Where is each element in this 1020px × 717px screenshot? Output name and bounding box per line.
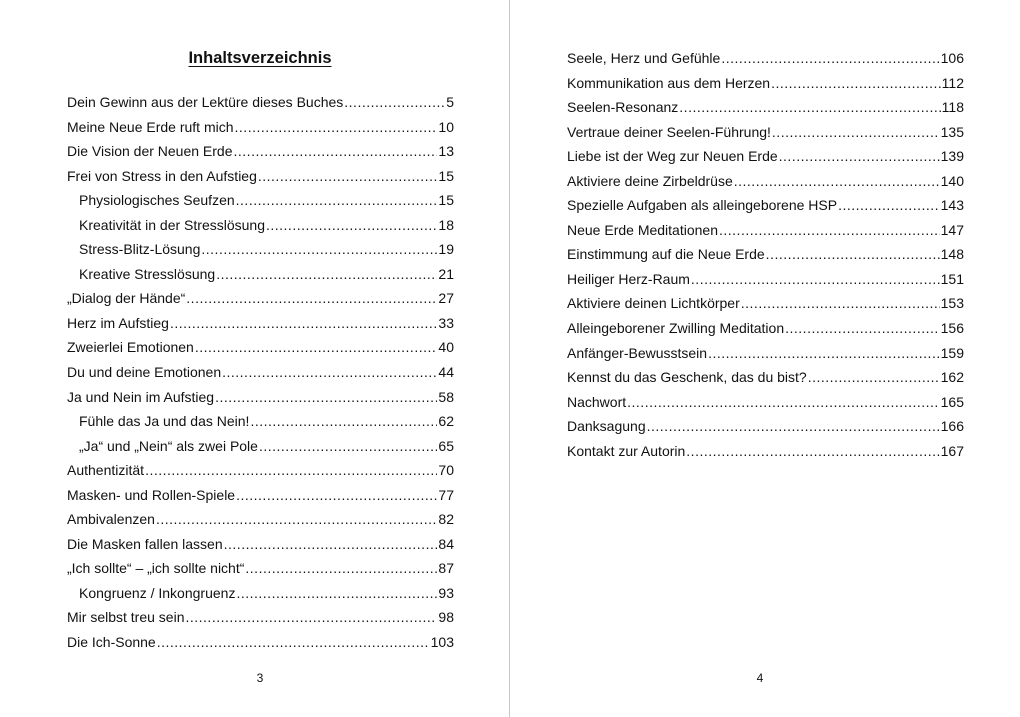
toc-entry[interactable] <box>567 95 964 120</box>
toc-leader-dots <box>734 169 940 194</box>
toc-entry-label: Spezielle Aufgaben als alleingeborene HSP <box>567 197 838 214</box>
toc-entry-label: Ambivalenzen <box>67 511 155 528</box>
toc-entry[interactable] <box>567 291 964 316</box>
toc-entry[interactable] <box>567 193 964 218</box>
toc-entry[interactable] <box>567 439 964 464</box>
toc-leader-dots <box>808 365 940 390</box>
toc-entry[interactable] <box>67 115 454 140</box>
toc-entry-page: 40 <box>438 339 454 356</box>
toc-leader-dots <box>627 390 940 415</box>
toc-entry-label: Liebe ist der Weg zur Neuen Erde <box>567 148 778 165</box>
toc-entry-label: Anfänger-Bewusstsein <box>567 344 708 361</box>
toc-entry-label: Alleingeborener Zwilling Meditation <box>567 320 785 337</box>
toc-entry-label: „Ich sollte“ – „ich sollte nicht“ <box>67 560 245 577</box>
toc-leader-dots <box>157 630 430 655</box>
toc-leader-dots <box>236 188 438 213</box>
toc-subentry[interactable] <box>67 581 454 606</box>
toc-entry-page: 156 <box>940 320 964 337</box>
toc-entry-page: 58 <box>438 388 454 405</box>
toc-entry[interactable] <box>67 311 454 336</box>
toc-entry-label: Vertraue deiner Seelen-Führung! <box>567 123 771 140</box>
toc-entry-page: 87 <box>438 560 454 577</box>
toc-leader-dots <box>222 360 437 385</box>
toc-entry-page: 15 <box>438 192 454 209</box>
toc-subentry[interactable] <box>67 262 454 287</box>
toc-entry-page: 147 <box>940 221 964 238</box>
toc-entry-page: 159 <box>940 344 964 361</box>
toc-leader-dots <box>266 213 437 238</box>
toc-entry-page: 10 <box>438 118 454 135</box>
toc-entry-label: Nachwort <box>567 393 627 410</box>
toc-list-left <box>67 90 454 655</box>
toc-entry-page: 18 <box>438 216 454 233</box>
toc-entry-label: „Ja“ und „Nein“ als zwei Pole <box>79 437 258 454</box>
toc-entry[interactable] <box>567 218 964 243</box>
toc-entry-page: 13 <box>438 143 454 160</box>
right-page <box>510 0 1020 717</box>
toc-entry[interactable] <box>67 385 454 410</box>
toc-entry-label: Die Vision der Neuen Erde <box>67 143 233 160</box>
toc-entry-label: Kreative Stresslösung <box>79 265 216 282</box>
toc-entry-label: Heiliger Herz-Raum <box>567 270 690 287</box>
toc-leader-dots <box>258 164 438 189</box>
toc-leader-dots <box>766 242 940 267</box>
toc-entry-label: Stress-Blitz-Lösung <box>79 241 201 258</box>
toc-entry-label: Fühle das Ja und das Nein! <box>79 413 250 430</box>
toc-entry-label: Seele, Herz und Gefühle <box>567 50 721 66</box>
toc-entry[interactable] <box>567 365 964 390</box>
toc-entry-page: 140 <box>940 172 964 189</box>
toc-entry-label: Zweierlei Emotionen <box>67 339 194 356</box>
toc-list-right <box>567 46 964 463</box>
toc-entry-page: 106 <box>940 50 964 66</box>
toc-entry-label: Kennst du das Geschenk, das du bist? <box>567 369 807 386</box>
toc-leader-dots <box>250 409 437 434</box>
toc-entry-page: 162 <box>940 369 964 386</box>
toc-entry-label: Herz im Aufstieg <box>67 314 169 331</box>
toc-entry-page: 65 <box>438 437 454 454</box>
toc-entry[interactable] <box>67 139 454 164</box>
toc-entry[interactable] <box>67 556 454 581</box>
toc-subentry[interactable] <box>67 434 454 459</box>
toc-leader-dots <box>344 90 445 115</box>
toc-entry[interactable] <box>567 242 964 267</box>
toc-entry-page: 167 <box>940 442 964 459</box>
toc-leader-dots <box>215 385 437 410</box>
toc-leader-dots <box>170 311 437 336</box>
toc-leader-dots <box>771 71 941 96</box>
toc-entry[interactable] <box>567 341 964 366</box>
toc-entry-page: 151 <box>940 270 964 287</box>
toc-entry-page: 27 <box>438 290 454 307</box>
toc-entry-page: 21 <box>438 265 454 282</box>
toc-entry-label: „Dialog der Hände“ <box>67 290 186 307</box>
toc-leader-dots <box>224 532 438 557</box>
toc-entry-label: Kongruenz / Inkongruenz <box>79 584 236 601</box>
toc-leader-dots <box>721 46 939 71</box>
toc-entry-label: Masken- und Rollen-Spiele <box>67 486 236 503</box>
toc-leader-dots <box>236 483 437 508</box>
toc-entry[interactable] <box>567 414 964 439</box>
toc-leader-dots <box>838 193 940 218</box>
toc-entry-page: 15 <box>438 167 454 184</box>
toc-entry-page: 33 <box>438 314 454 331</box>
toc-entry[interactable] <box>67 483 454 508</box>
toc-entry-label: Die Ich-Sonne <box>67 634 156 651</box>
toc-leader-dots <box>708 341 940 366</box>
toc-leader-dots <box>719 218 940 243</box>
toc-entry[interactable] <box>567 120 964 145</box>
toc-entry-page: 112 <box>941 74 964 91</box>
toc-entry-label: Neue Erde Meditationen <box>567 221 718 238</box>
toc-entry-page: 139 <box>940 148 964 165</box>
toc-entry-page: 153 <box>940 295 964 312</box>
toc-entry[interactable] <box>567 144 964 169</box>
toc-entry-page: 165 <box>940 393 964 410</box>
toc-entry-page: 70 <box>438 462 454 479</box>
toc-leader-dots <box>216 262 437 287</box>
toc-entry[interactable] <box>67 164 454 189</box>
toc-entry[interactable] <box>67 630 454 655</box>
toc-subentry[interactable] <box>67 188 454 213</box>
toc-entry[interactable] <box>567 390 964 415</box>
toc-leader-dots <box>741 291 940 316</box>
toc-entry-page: 135 <box>940 123 964 140</box>
toc-leader-dots <box>145 458 437 483</box>
toc-leader-dots <box>691 267 940 292</box>
toc-entry[interactable] <box>67 507 454 532</box>
toc-leader-dots <box>647 414 940 439</box>
toc-entry-page: 77 <box>438 486 454 503</box>
toc-entry-page: 103 <box>430 634 454 651</box>
toc-subentry[interactable] <box>67 409 454 434</box>
toc-leader-dots <box>235 115 438 140</box>
toc-entry-label: Seelen-Resonanz <box>567 99 679 116</box>
toc-entry-page: 118 <box>941 99 964 116</box>
toc-entry[interactable] <box>567 267 964 292</box>
toc-entry-page: 5 <box>446 94 454 110</box>
toc-entry-label: Dein Gewinn aus der Lektüre dieses Buches <box>67 94 344 110</box>
toc-entry-page: 44 <box>438 364 454 381</box>
toc-entry-label: Danksagung <box>567 418 646 435</box>
toc-entry-label: Mir selbst treu sein <box>67 609 185 626</box>
toc-leader-dots <box>201 237 437 262</box>
toc-leader-dots <box>195 335 438 360</box>
toc-entry-page: 166 <box>940 418 964 435</box>
toc-entry-page: 84 <box>438 535 454 552</box>
toc-leader-dots <box>236 581 437 606</box>
toc-entry-label: Physiologisches Seufzen <box>79 192 235 209</box>
toc-leader-dots <box>679 95 940 120</box>
toc-entry-page: 62 <box>438 413 454 430</box>
toc-leader-dots <box>772 120 940 145</box>
toc-entry-label: Kontakt zur Autorin <box>567 442 686 459</box>
toc-leader-dots <box>259 434 437 459</box>
toc-entry-page: 19 <box>438 241 454 258</box>
toc-entry-page: 148 <box>940 246 964 263</box>
toc-subentry[interactable] <box>67 213 454 238</box>
toc-entry-label: Die Masken fallen lassen <box>67 535 223 552</box>
toc-entry[interactable] <box>67 286 454 311</box>
toc-entry-label: Ja und Nein im Aufstieg <box>67 388 215 405</box>
toc-leader-dots <box>245 556 437 581</box>
toc-entry-label: Kommunikation aus dem Herzen <box>567 74 771 91</box>
toc-entry-label: Einstimmung auf die Neue Erde <box>567 246 765 263</box>
toc-entry-label: Meine Neue Erde ruft mich <box>67 118 234 135</box>
toc-entry-page: 93 <box>438 584 454 601</box>
toc-leader-dots <box>785 316 940 341</box>
toc-entry-page: 143 <box>940 197 964 214</box>
toc-entry[interactable] <box>67 335 454 360</box>
toc-entry-label: Authentizität <box>67 462 145 479</box>
toc-subentry[interactable] <box>67 237 454 262</box>
toc-leader-dots <box>185 605 437 630</box>
toc-leader-dots <box>234 139 438 164</box>
toc-entry[interactable] <box>567 71 964 96</box>
toc-entry-label: Kreativität in der Stresslösung <box>79 216 265 233</box>
toc-entry-label: Frei von Stress in den Aufstieg <box>67 167 257 184</box>
toc-entry[interactable] <box>67 605 454 630</box>
toc-entry-page: 98 <box>438 609 454 626</box>
toc-entry[interactable] <box>567 316 964 341</box>
toc-leader-dots <box>686 439 939 464</box>
toc-entry-label: Du und deine Emotionen <box>67 364 222 381</box>
toc-entry-label: Aktiviere deinen Lichtkörper <box>567 295 740 312</box>
toc-leader-dots <box>186 286 437 311</box>
toc-entry-page: 82 <box>438 511 454 528</box>
toc-entry-label: Aktiviere deine Zirbeldrüse <box>567 172 733 189</box>
toc-entry[interactable] <box>567 169 964 194</box>
toc-entry[interactable] <box>67 458 454 483</box>
toc-entry[interactable] <box>67 532 454 557</box>
toc-leader-dots <box>779 144 940 169</box>
toc-entry[interactable] <box>67 90 454 115</box>
toc-leader-dots <box>156 507 437 532</box>
page-number: 4 <box>756 671 764 685</box>
toc-entry[interactable] <box>567 46 964 71</box>
page-number: 3 <box>256 671 264 685</box>
toc-entry[interactable] <box>67 360 454 385</box>
page-title: Inhaltsverzeichnis <box>188 49 332 67</box>
